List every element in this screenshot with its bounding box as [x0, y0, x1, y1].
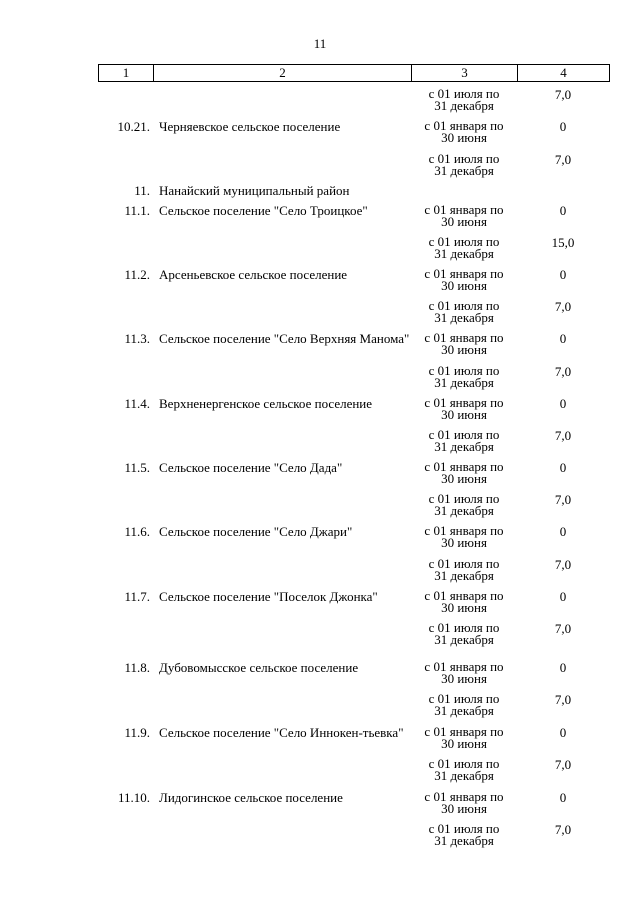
row-period: [411, 236, 517, 260]
row-period: [411, 493, 517, 517]
row-value: 0: [559, 589, 567, 604]
row-period: [411, 791, 517, 815]
period-start: с 01 января по: [424, 789, 504, 804]
period-end: 31 декабря: [434, 246, 494, 261]
row-settlement-name: Сельское поселение "Село Троицкое": [159, 203, 368, 218]
row-value: 0: [559, 396, 567, 411]
row-number: 11.2.: [124, 267, 150, 282]
period-start: с 01 июля по: [428, 756, 500, 771]
row-value: 7,0: [554, 557, 572, 572]
row-settlement-name: Сельское поселение "Село Джари": [159, 524, 353, 539]
row-settlement-name: Сельское поселение "Село Дада": [159, 460, 343, 475]
row-settlement-name: Арсеньевское сельское поселение: [159, 267, 348, 282]
row-value: 0: [559, 203, 567, 218]
period-start: с 01 июля по: [428, 691, 500, 706]
row-settlement-name: Черняевское сельское поселение: [159, 119, 341, 134]
row-period: [411, 88, 517, 112]
period-start: с 01 января по: [424, 659, 504, 674]
row-number: 11.10.: [117, 790, 150, 805]
row-number: 11.8.: [124, 660, 150, 675]
row-period: [411, 153, 517, 177]
period-start: с 01 января по: [424, 266, 504, 281]
period-end: 31 декабря: [434, 632, 494, 647]
row-value: 7,0: [554, 87, 572, 102]
period-end: 30 июня: [441, 736, 487, 751]
period-end: 31 декабря: [434, 163, 494, 178]
period-end: 30 июня: [441, 600, 487, 615]
period-start: с 01 января по: [424, 330, 504, 345]
period-end: 31 декабря: [434, 833, 494, 848]
period-end: 30 июня: [441, 671, 487, 686]
row-period: [411, 525, 517, 549]
row-value: 0: [559, 660, 567, 675]
period-end: 30 июня: [441, 535, 487, 550]
period-end: 31 декабря: [434, 439, 494, 454]
row-number: 10.21.: [117, 119, 150, 134]
row-value: 7,0: [554, 152, 572, 167]
row-settlement-name: Сельское поселение "Поселок Джонка": [159, 589, 378, 604]
period-end: 30 июня: [441, 214, 487, 229]
row-period: [411, 622, 517, 646]
row-period: [411, 823, 517, 847]
row-value: 0: [559, 524, 567, 539]
row-value: 7,0: [554, 299, 572, 314]
period-start: с 01 июля по: [428, 556, 500, 571]
row-period: [411, 429, 517, 453]
row-value: 0: [559, 790, 567, 805]
header-col-2: 2: [154, 65, 412, 82]
page-number: 11: [313, 36, 327, 51]
row-value: 15,0: [551, 235, 575, 250]
period-end: 30 июня: [441, 801, 487, 816]
row-number: 11.5.: [124, 460, 150, 475]
period-start: с 01 июля по: [428, 234, 500, 249]
row-period: [411, 758, 517, 782]
row-value: 0: [559, 331, 567, 346]
row-settlement-name: Дубовомысское сельское поселение: [159, 660, 359, 675]
period-start: с 01 июля по: [428, 821, 500, 836]
period-start: с 01 июля по: [428, 86, 500, 101]
row-value: 7,0: [554, 757, 572, 772]
period-start: с 01 июля по: [428, 620, 500, 635]
row-value: 0: [559, 119, 567, 134]
row-period: [411, 590, 517, 614]
row-period: [411, 461, 517, 485]
period-end: 31 декабря: [434, 310, 494, 325]
row-number: 11.7.: [124, 589, 150, 604]
period-end: 31 декабря: [434, 503, 494, 518]
row-value: 0: [559, 460, 567, 475]
row-period: [411, 661, 517, 685]
row-value: 7,0: [554, 692, 572, 707]
row-number: 11.3.: [124, 331, 150, 346]
row-settlement-name: Сельское поселение "Село Иннокен-тьевка": [159, 725, 404, 740]
header-col-3: 3: [412, 65, 518, 82]
header-col-4: 4: [518, 65, 610, 82]
row-settlement-name: Сельское поселение "Село Верхняя Манома": [159, 331, 410, 346]
header-col-1: 1: [99, 65, 154, 82]
row-number: 11.4.: [124, 396, 150, 411]
row-period: [411, 332, 517, 356]
row-period: [411, 693, 517, 717]
row-value: 0: [559, 725, 567, 740]
row-value: 7,0: [554, 492, 572, 507]
period-end: 31 декабря: [434, 568, 494, 583]
row-period: [411, 397, 517, 421]
period-end: 30 июня: [441, 342, 487, 357]
period-end: 30 июня: [441, 407, 487, 422]
row-period: [411, 558, 517, 582]
period-end: 31 декабря: [434, 703, 494, 718]
row-value: 0: [559, 267, 567, 282]
row-number: 11.6.: [124, 524, 150, 539]
period-end: 30 июня: [441, 471, 487, 486]
row-settlement-name: Лидогинское сельское поселение: [159, 790, 343, 805]
period-start: с 01 января по: [424, 118, 504, 133]
period-start: с 01 января по: [424, 395, 504, 410]
period-start: с 01 июля по: [428, 298, 500, 313]
period-start: с 01 января по: [424, 523, 504, 538]
row-value: 7,0: [554, 621, 572, 636]
row-number: 11.: [134, 183, 150, 198]
row-settlement-name: Нанайский муниципальный район: [159, 183, 350, 198]
period-start: с 01 июля по: [428, 363, 500, 378]
row-number: 11.9.: [124, 725, 150, 740]
row-period: [411, 204, 517, 228]
period-end: 31 декабря: [434, 768, 494, 783]
period-end: 30 июня: [441, 278, 487, 293]
period-start: с 01 января по: [424, 202, 504, 217]
row-value: 7,0: [554, 364, 572, 379]
period-start: с 01 января по: [424, 588, 504, 603]
period-end: 31 декабря: [434, 98, 494, 113]
row-period: [411, 726, 517, 750]
period-end: 31 декабря: [434, 375, 494, 390]
row-period: [411, 365, 517, 389]
row-number: 11.1.: [124, 203, 150, 218]
period-start: с 01 января по: [424, 459, 504, 474]
period-start: с 01 июля по: [428, 427, 500, 442]
row-period: [411, 300, 517, 324]
row-period: [411, 268, 517, 292]
row-settlement-name: Верхненергенское сельское поселение: [159, 396, 373, 411]
period-start: с 01 июля по: [428, 151, 500, 166]
row-value: 7,0: [554, 428, 572, 443]
period-start: с 01 января по: [424, 724, 504, 739]
period-start: с 01 июля по: [428, 491, 500, 506]
period-end: 30 июня: [441, 130, 487, 145]
row-period: [411, 120, 517, 144]
row-value: 7,0: [554, 822, 572, 837]
